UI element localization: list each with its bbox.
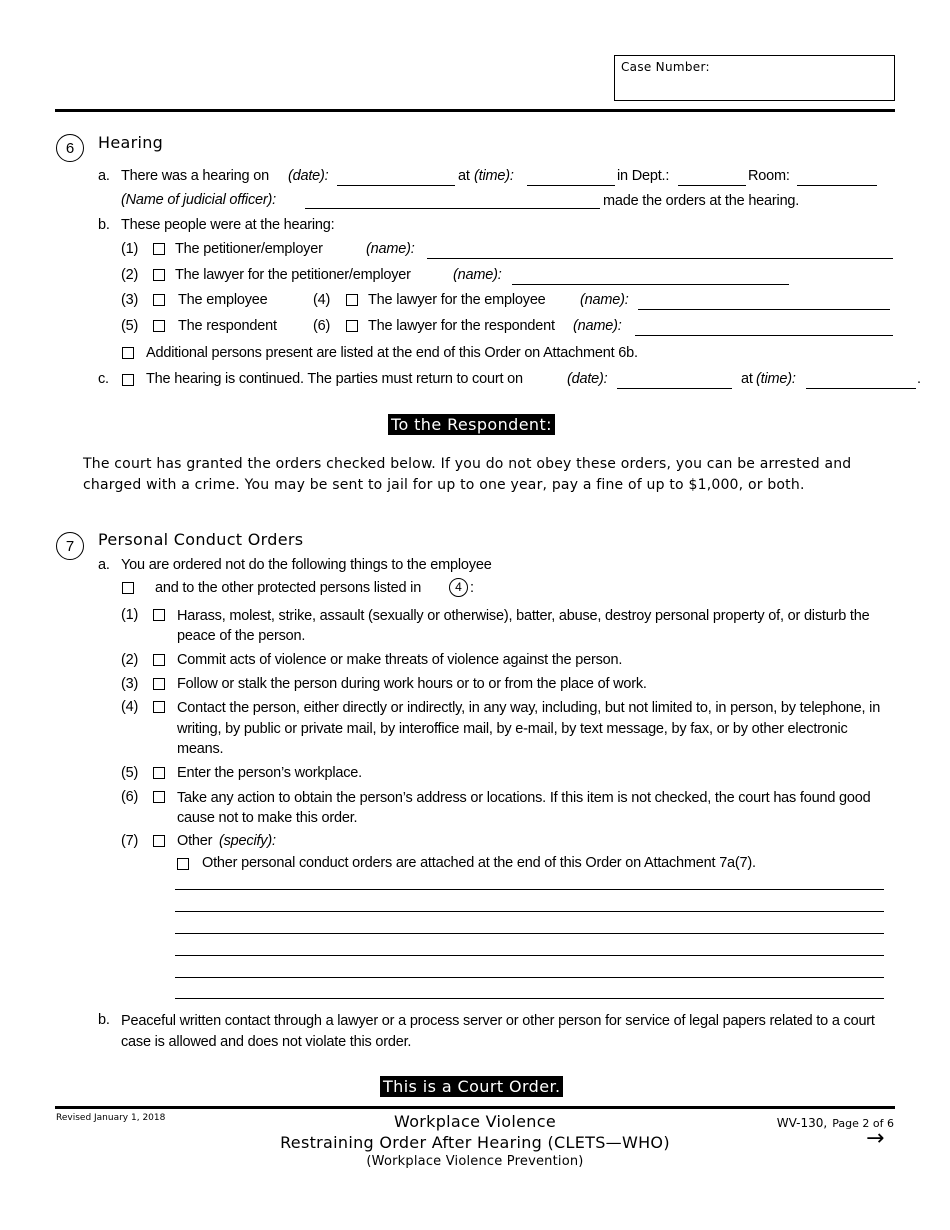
continued-time-label: (time): [756,371,796,387]
person-3-checkbox[interactable] [153,294,165,306]
order-7-specify-label: (specify): [219,833,276,849]
item-7b-letter: b. [98,1012,110,1028]
specify-line-1[interactable] [175,889,884,890]
item-4-reference [449,578,468,597]
to-the-respondent-banner: To the Respondent: [388,414,555,435]
item-6a-letter: a. [98,168,110,184]
hearing-time-field[interactable] [527,185,615,186]
at-label: at [458,168,470,184]
header-rule [55,109,895,112]
item-6a-text: There was a hearing on [121,168,269,184]
continued-period: . [917,371,921,387]
made-orders-text: made the orders at the hearing. [603,193,800,209]
person-4-checkbox[interactable] [346,294,358,306]
form-title [235,1112,715,1171]
respondent-warning-paragraph: The court has granted the orders checked below. If you do not obey these orders, you can be arrested and charged with a crime. You may be sent to jail for up to one year, pay a fine of up to $1,000, or both. [83,456,852,493]
item-6c-letter: c. [98,371,109,387]
order-3-num: (3) [121,676,139,692]
additional-persons-checkbox[interactable] [122,347,134,359]
page-number: Page 2 of 6 [832,1117,894,1130]
hearing-date-field[interactable] [337,185,455,186]
additional-persons-text: Additional persons present are listed at the end of this Order on Attachment 6b. [146,345,638,361]
order-3-text: Follow or stalk the person during work hours or to or from the place of work. [177,676,647,692]
specify-line-2[interactable] [175,911,884,912]
item-7a-letter: a. [98,557,110,573]
person-6-num: (6) [313,318,331,334]
person-3-text: The employee [178,292,268,308]
continued-date-field[interactable] [617,388,732,389]
dept-label: in Dept.: [617,168,670,184]
room-label: Room: [748,168,790,184]
person-1-checkbox[interactable] [153,243,165,255]
order-2-text: Commit acts of violence or make threats of violence against the person. [177,652,623,668]
section-6-number: 6 [56,134,84,162]
case-number-box[interactable] [614,55,895,101]
person-5-text: The respondent [178,318,277,334]
item-6b-text: These people were at the hearing: [121,217,335,233]
order-7-num: (7) [121,833,139,849]
order-3-checkbox[interactable] [153,678,165,690]
order-6-num: (6) [121,789,139,805]
revised-date: Revised January 1, 2018 [56,1113,166,1123]
form-id: WV-130, [776,1116,828,1130]
next-page-arrow-icon[interactable]: → [866,1126,885,1151]
item-4-reference-number: 4 [455,580,462,594]
item-6b-letter: b. [98,217,110,233]
order-4-checkbox[interactable] [153,701,165,713]
person-1-name-field[interactable] [427,258,893,259]
continued-at-label: at [741,371,753,387]
person-4-num: (4) [313,292,331,308]
order-7-text: Other [177,833,213,849]
section-7-number: 7 [56,532,84,560]
hearing-time-label: (time): [474,168,514,184]
person-4-name-label: (name): [580,292,629,308]
dept-field[interactable] [678,185,746,186]
case-number-label: Case Number: [621,60,710,74]
court-order-banner: This is a Court Order. [380,1076,563,1097]
person-6-name-field[interactable] [635,335,893,336]
form-title-line-2: Restraining Order After Hearing (CLETS—WHO) [280,1133,670,1152]
person-1-name-label: (name): [366,241,415,257]
order-4-num: (4) [121,699,139,715]
person-4-text: The lawyer for the employee [368,292,546,308]
other-orders-attached-text: Other personal conduct orders are attached at the end of this Order on Attachment 7a(7). [202,855,756,871]
order-2-num: (2) [121,652,139,668]
person-5-num: (5) [121,318,139,334]
hearing-date-label: (date): [288,168,329,184]
person-3-num: (3) [121,292,139,308]
protected-persons-colon: : [470,580,474,596]
room-field[interactable] [797,185,877,186]
person-2-name-field[interactable] [512,284,789,285]
protected-persons-checkbox[interactable] [122,582,134,594]
judicial-officer-label: (Name of judicial officer): [121,192,276,208]
person-5-checkbox[interactable] [153,320,165,332]
continued-date-label: (date): [567,371,608,387]
item-7b-text: Peaceful written contact through a lawyer or a process server or other person for service of legal papers related to a court case is allowed and does not violate this order. [121,1013,875,1050]
order-5-checkbox[interactable] [153,767,165,779]
order-6-text: Take any action to obtain the person’s address or locations. If this item is not checked, the court has found good cause not to make this order. [177,790,871,826]
form-title-line-3: (Workplace Violence Prevention) [366,1154,584,1169]
specify-line-6[interactable] [175,998,884,999]
judicial-officer-field[interactable] [305,208,600,209]
order-5-text: Enter the person’s workplace. [177,765,362,781]
order-1-num: (1) [121,607,139,623]
person-1-text: The petitioner/employer [175,241,323,257]
other-orders-attached-checkbox[interactable] [177,858,189,870]
section-6-title: Hearing [98,133,164,152]
hearing-continued-checkbox[interactable] [122,374,134,386]
hearing-continued-text: The hearing is continued. The parties must return to court on [146,371,523,387]
order-7-checkbox[interactable] [153,835,165,847]
person-6-name-label: (name): [573,318,622,334]
person-6-checkbox[interactable] [346,320,358,332]
person-2-num: (2) [121,267,139,283]
person-6-text: The lawyer for the respondent [368,318,555,334]
specify-line-4[interactable] [175,955,884,956]
person-4-name-field[interactable] [638,309,890,310]
continued-time-field[interactable] [806,388,916,389]
order-6-checkbox[interactable] [153,791,165,803]
specify-line-3[interactable] [175,933,884,934]
person-2-text: The lawyer for the petitioner/employer [175,267,411,283]
section-7-title: Personal Conduct Orders [98,530,304,549]
person-2-name-label: (name): [453,267,502,283]
order-5-num: (5) [121,765,139,781]
person-1-num: (1) [121,241,139,257]
specify-line-5[interactable] [175,977,884,978]
order-1-checkbox[interactable] [153,609,165,621]
order-1-text: Harass, molest, strike, assault (sexually or otherwise), batter, abuse, destroy personal property of, or disturb the peace of the person. [177,608,870,644]
item-7a-text: You are ordered not do the following things to the employee [121,557,492,573]
order-2-checkbox[interactable] [153,654,165,666]
order-4-text: Contact the person, either directly or indirectly, in any way, including, but not limited to, in person, by telephone, in writing, by public or private mail, by interoffice mail, by e-mail, by text message, by fax, or by other electronic means. [177,700,881,757]
protected-persons-text: and to the other protected persons listed in [155,580,422,596]
person-2-checkbox[interactable] [153,269,165,281]
form-title-line-1: Workplace Violence [394,1112,556,1131]
footer-rule [55,1106,895,1109]
